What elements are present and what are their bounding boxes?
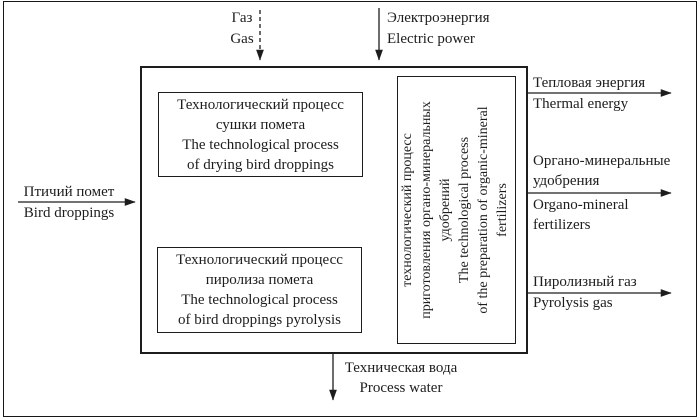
- fertilizer-line-ru-1: технологический процесс: [400, 133, 415, 287]
- organo-label-en-1: Organo-mineral: [533, 197, 629, 213]
- electric-power-input-label: [387, 8, 490, 50]
- water-label-ru: Техническая вода: [344, 360, 458, 376]
- pyrolysis-line-en-1: The technological process: [181, 292, 338, 308]
- pyrogas-label-ru: Пиролизный газ: [533, 274, 637, 290]
- droppings-label-en: Bird droppings: [23, 205, 115, 221]
- fertilizer-line-ru-2: приготовления органо-минеральных: [419, 101, 434, 319]
- gas-input-label: [224, 8, 260, 50]
- fertilizer-line-en-1: The technological process: [457, 136, 472, 284]
- electric-label-en: Electric power: [387, 31, 475, 47]
- fertilizer-line-en-3: fertilizers: [495, 183, 510, 237]
- water-label-en: Process water: [359, 380, 443, 396]
- organo-label-ru-1: Органо-минеральные: [533, 153, 671, 169]
- fertilizer-line-en-2: of the preparation of organic-mineral: [476, 106, 491, 314]
- pyrolysis-line-en-2: of bird droppings pyrolysis: [178, 312, 341, 328]
- drying-process-box: [158, 92, 363, 177]
- pyrolysis-gas-output-label: [533, 272, 637, 314]
- organo-label-ru-2: удобрения: [533, 173, 600, 189]
- organo-mineral-output-label-ru: [533, 151, 670, 191]
- organo-label-en-2: fertilizers: [533, 217, 591, 233]
- pyrogas-label-en: Pyrolysis gas: [533, 295, 613, 311]
- drying-line-ru-2: сушки помета: [215, 116, 306, 133]
- drying-line-en-2: of drying bird droppings: [186, 156, 335, 173]
- gas-label-ru: Газ: [231, 10, 253, 26]
- pyrolysis-process-box: [157, 247, 362, 333]
- organo-mineral-output-label-en: [533, 195, 629, 235]
- fertilizer-process-text: [398, 80, 514, 340]
- thermal-energy-output-label: [533, 73, 645, 115]
- bird-droppings-input-label: [16, 182, 122, 224]
- electric-label-ru: Электроэнергия: [387, 10, 490, 26]
- pyrolysis-line-ru-1: Технологический процесс: [176, 252, 343, 268]
- droppings-label-ru: Птичий помет: [23, 184, 115, 200]
- drying-line-ru-1: Технологический процесс: [177, 96, 344, 113]
- thermal-label-ru: Тепловая энергия: [533, 75, 646, 91]
- pyrolysis-line-ru-2: пиролиза помета: [205, 272, 314, 288]
- drying-line-en-1: The technological process: [182, 136, 339, 153]
- process-water-output-label: [337, 358, 465, 398]
- fertilizer-line-ru-3: удобрений: [438, 178, 453, 242]
- gas-label-en: Gas: [230, 31, 254, 47]
- thermal-label-en: Thermal energy: [533, 96, 629, 112]
